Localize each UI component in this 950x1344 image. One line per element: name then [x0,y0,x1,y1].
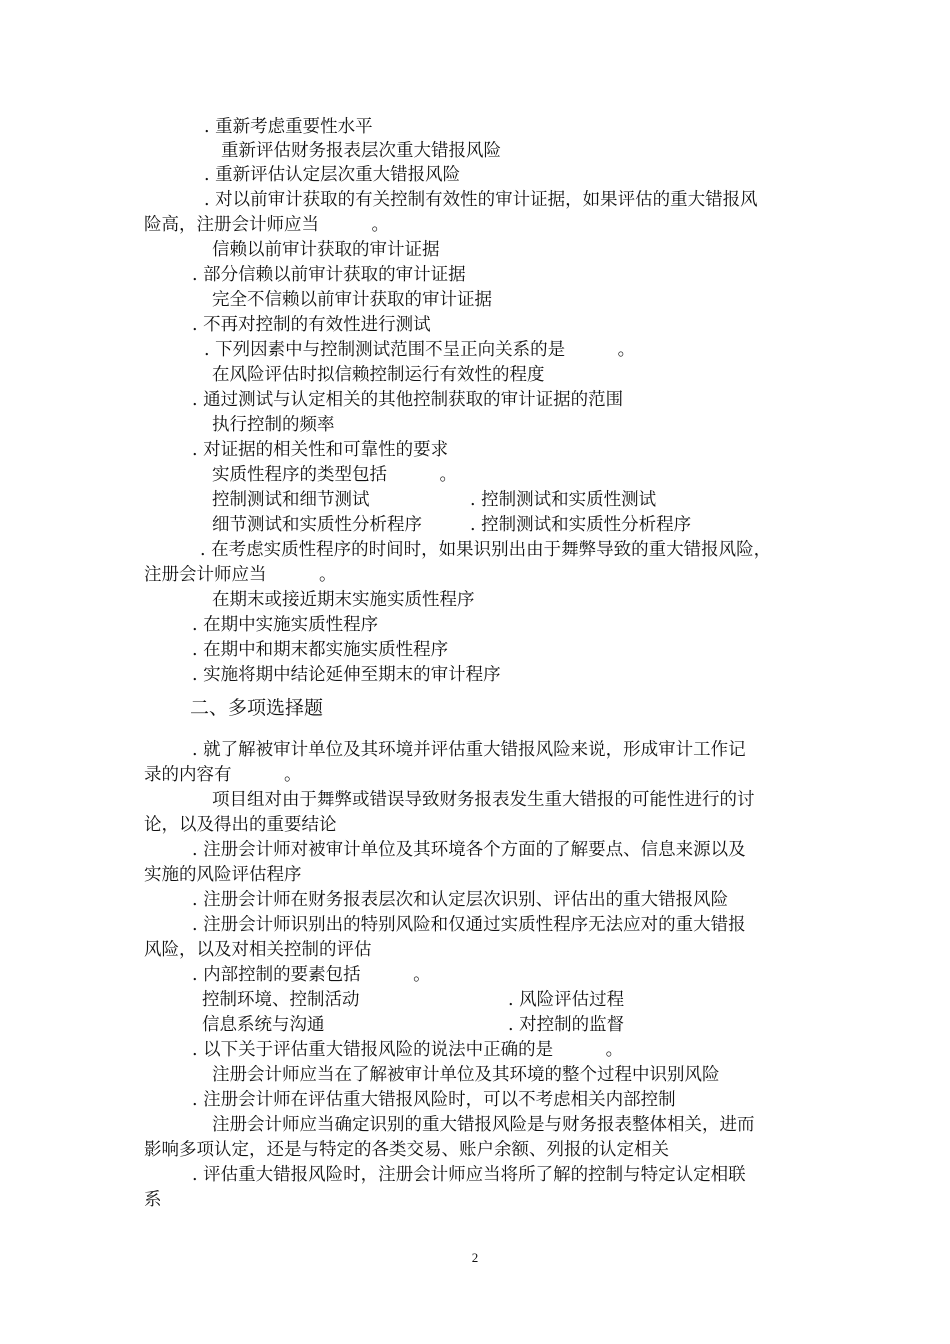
option-line: . 控制测试和实质性测试 [470,490,657,510]
option-line: . 对证据的相关性和可靠性的要求 [192,440,449,460]
option-line: 完全不信赖以前审计获取的审计证据 [212,290,492,310]
question-line: 注册会计师应当 。 [144,565,337,585]
question-line: 实质性程序的类型包括 。 [212,465,457,485]
option-line: . 在期中实施实质性程序 [192,615,379,635]
option-line: 重新评估财务报表层次重大错报风险 [221,141,501,161]
option-line: . 注册会计师对被审计单位及其环境各个方面的了解要点、信息来源以及 [192,840,746,860]
option-line: 影响多项认定，还是与特定的各类交易、账户余额、列报的认定相关 [144,1140,669,1160]
question-line: 险高，注册会计师应当 。 [144,215,389,235]
question-line: . 内部控制的要素包括 。 [192,965,431,985]
option-line: . 实施将期中结论延伸至期末的审计程序 [192,665,501,685]
option-line: . 在期中和期末都实施实质性程序 [192,640,449,660]
option-line: 控制测试和细节测试 [212,490,370,510]
option-line: . 不再对控制的有效性进行测试 [192,315,431,335]
option-line: 注册会计师应当确定识别的重大错报风险是与财务报表整体相关，进而 [212,1115,755,1135]
option-line: . 重新评估认定层次重大错报风险 [204,165,461,185]
option-line: . 风险评估过程 [508,990,625,1010]
option-line: 信息系统与沟通 [202,1015,325,1035]
question-line: . 就了解被审计单位及其环境并评估重大错报风险来说，形成审计工作记 [192,740,746,760]
option-line: . 重新考虑重要性水平 [204,117,373,137]
option-line: . 注册会计师识别出的特别风险和仅通过实质性程序无法应对的重大错报 [192,915,746,935]
option-line: 系 [144,1190,162,1210]
option-line: . 部分信赖以前审计获取的审计证据 [192,265,466,285]
question-line: . 以下关于评估重大错报风险的说法中正确的是 。 [192,1040,624,1060]
option-line: 在风险评估时拟信赖控制运行有效性的程度 [212,365,545,385]
option-line: . 对控制的监督 [508,1015,625,1035]
option-line: 注册会计师应当在了解被审计单位及其环境的整个过程中识别风险 [212,1065,720,1085]
option-line: 执行控制的频率 [212,415,335,435]
option-line: . 评估重大错报风险时，注册会计师应当将所了解的控制与特定认定相联 [192,1165,746,1185]
option-line: . 控制测试和实质性分析程序 [470,515,692,535]
option-line: 论，以及得出的重要结论 [144,815,337,835]
option-line: 风险，以及对相关控制的评估 [144,940,372,960]
question-line: 录的内容有 。 [144,765,302,785]
option-line: 实施的风险评估程序 [144,865,302,885]
option-line: 项目组对由于舞弊或错误导致财务报表发生重大错报的可能性进行的讨 [212,790,755,810]
question-line: . 下列因素中与控制测试范围不呈正向关系的是 。 [204,340,636,360]
option-line: 信赖以前审计获取的审计证据 [212,240,440,260]
option-line: 在期末或接近期末实施实质性程序 [212,590,475,610]
option-line: . 注册会计师在财务报表层次和认定层次识别、评估出的重大错报风险 [192,890,729,910]
option-line: . 通过测试与认定相关的其他控制获取的审计证据的范围 [192,390,624,410]
question-line: . 在考虑实质性程序的时间时，如果识别出由于舞弊导致的重大错报风险， [200,540,772,560]
option-line: 控制环境、控制活动 [202,990,360,1010]
page-number: 2 [471,1250,479,1265]
question-line: . 对以前审计获取的有关控制有效性的审计证据，如果评估的重大错报风 [204,190,758,210]
option-line: 细节测试和实质性分析程序 [212,515,422,535]
section-heading: 二、多项选择题 [190,697,324,719]
option-line: . 注册会计师在评估重大错报风险时，可以不考虑相关内部控制 [192,1090,676,1110]
